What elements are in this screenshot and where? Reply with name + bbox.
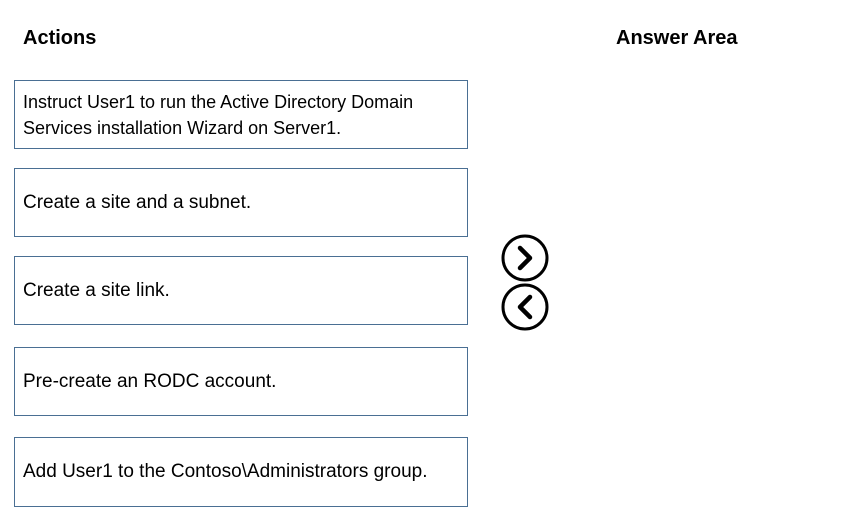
- chevron-right-circle-icon: [501, 234, 549, 282]
- action-item-run-adds-wizard[interactable]: [14, 80, 468, 149]
- answer-area-heading: Answer Area: [616, 27, 738, 49]
- action-item-precreate-rodc[interactable]: [14, 347, 468, 416]
- action-item-create-site-subnet[interactable]: [14, 168, 468, 237]
- move-left-button[interactable]: [501, 283, 549, 331]
- actions-heading: Actions: [23, 27, 97, 49]
- action-item-label: Instruct User1 to run the Active Directory Domain Services installation Wizard on Server1.: [23, 91, 414, 138]
- move-right-button[interactable]: [501, 234, 549, 282]
- action-item-label: Create a site link.: [23, 279, 170, 301]
- action-item-add-user-admins[interactable]: [14, 437, 468, 507]
- action-item-label: Create a site and a subnet.: [23, 191, 252, 213]
- action-item-create-site-link[interactable]: [14, 256, 468, 325]
- action-item-label: Add User1 to the Contoso\Administrators group.: [23, 461, 428, 482]
- chevron-left-circle-icon: [501, 283, 549, 331]
- answer-area-dropzone[interactable]: [600, 70, 840, 510]
- action-item-label: Pre-create an RODC account.: [23, 370, 277, 392]
